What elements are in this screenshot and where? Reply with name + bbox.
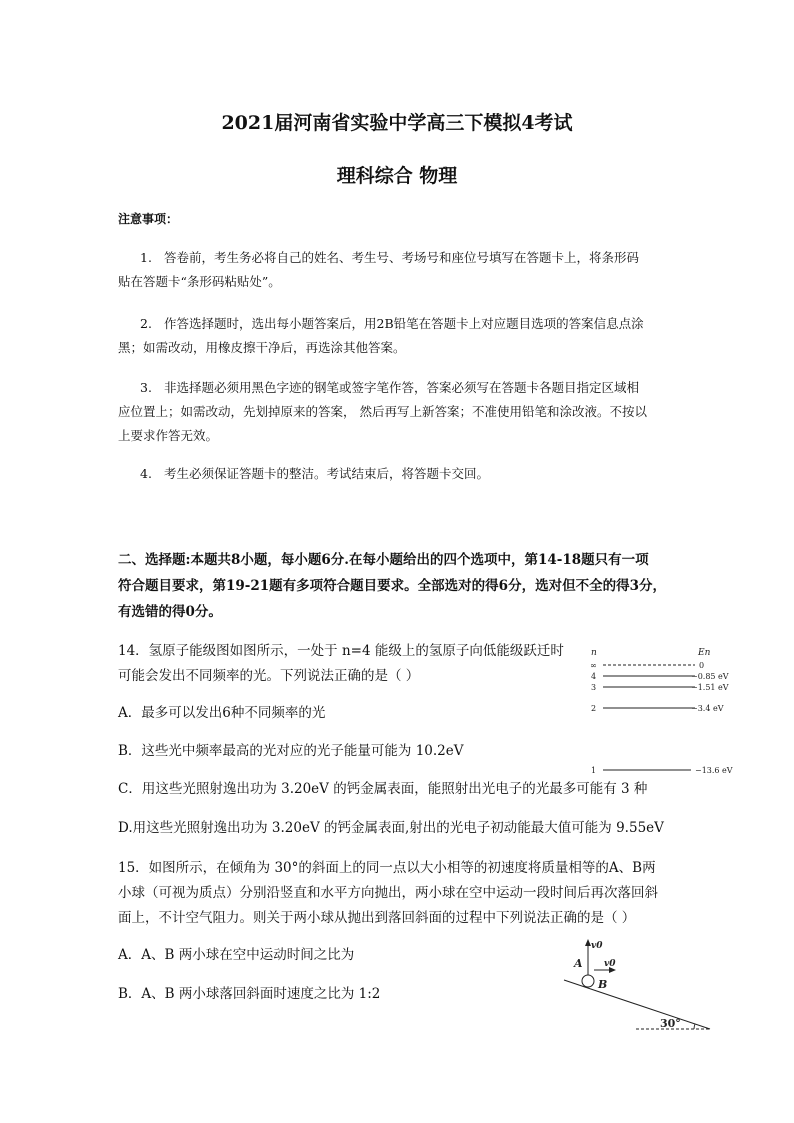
level-4-n: 4 <box>591 672 597 681</box>
level-inf-energy: 0 <box>699 661 705 670</box>
section-heading-line1: 二、选择题:本题共8小题，每小题6分.在每小题给出的四个选项中，第14-18题只有一项 <box>118 552 649 568</box>
level-2-n: 2 <box>591 704 597 713</box>
q15-stem-line1: 15．如图所示，在倾角为 30°的斜面上的同一点以大小相等的初速度将质量相等的A、B两 <box>118 860 656 876</box>
energy-level-diagram <box>585 644 745 779</box>
exam-subtitle: 理科综合 物理 <box>336 165 458 187</box>
exam-title: 2021届河南省实验中学高三下模拟4考试 <box>221 112 573 134</box>
notice-3-line3: 上要求作答无效。 <box>118 428 219 443</box>
q14-option-a: A．最多可以发出6种不同频率的光 <box>118 705 326 721</box>
label-b: B <box>598 978 608 991</box>
notice-2-num: 2. <box>140 316 152 331</box>
notice-2-line1: 作答选择题时，选出每小题答案后，用2B铅笔在答题卡上对应题目选项的答案信息点涂 <box>164 316 644 331</box>
section-heading-line3: 有选错的得0分。 <box>118 604 222 620</box>
level-1-energy: −13.6 eV <box>695 766 733 775</box>
q15-option-a: A．A、B 两小球在空中运动时间之比为 <box>118 947 355 963</box>
q14-option-b: B．这些光中频率最高的光对应的光子能量可能为 10.2eV <box>118 743 464 759</box>
section-heading-line2: 符合题目要求，第19-21题有多项符合题目要求。全部选对的得6分，选对但不全的得3分， <box>118 578 666 594</box>
incline-surface <box>564 980 710 1029</box>
angle-label: 30° <box>660 1017 681 1030</box>
notice-4-line1: 考生必须保证答题卡的整洁。考试结束后，将答题卡交回。 <box>164 466 490 481</box>
level-4-energy: −0.85 eV <box>691 672 729 681</box>
angle-arc <box>694 1024 695 1029</box>
notice-3-line2: 应位置上；如需改动，先划掉原来的答案， 然后再写上新答案；不准使用铅笔和涂改液。不按以 <box>118 404 647 419</box>
q14-option-d: D.用这些光照射逸出功为 3.20eV 的钙金属表面,射出的光电子初动能最大值可能为 9.55eV <box>118 820 664 836</box>
notice-2-line2: 黑；如需改动，用橡皮擦干净后，再选涂其他答案。 <box>118 340 406 355</box>
level-3-n: 3 <box>591 683 597 692</box>
level-2-energy: −3.4 eV <box>691 704 724 713</box>
ball-icon <box>582 975 594 987</box>
notice-1-line1: 答卷前，考生务必将自己的姓名、考生号、考场号和座位号填写在答题卡上，将条形码 <box>164 250 640 265</box>
level-3-energy: −1.51 eV <box>691 683 729 692</box>
incline-diagram <box>558 936 718 1036</box>
notice-1-line2: 贴在答题卡“条形码粘贴处”。 <box>118 274 281 289</box>
q15-option-b: B．A、B 两小球落回斜面时速度之比为 1:2 <box>118 986 381 1002</box>
diagram-n-label: n <box>591 648 597 658</box>
level-1-n: 1 <box>591 766 597 775</box>
horizontal-velocity-label: v0 <box>604 959 616 969</box>
q14-stem-line1: 14．氢原子能级图如图所示，一处于 n=4 能级上的氢原子向低能级跃迁时 <box>118 643 564 659</box>
q14-stem-line2: 可能会发出不同频率的光。下列说法正确的是（ ） <box>118 668 420 684</box>
notice-4-num: 4. <box>140 466 152 481</box>
q14-option-c: C．用这些光照射逸出功为 3.20eV 的钙金属表面，能照射出光电子的光最多可能有 3 种 <box>118 781 648 797</box>
notice-heading: 注意事项： <box>118 212 179 226</box>
notice-3-num: 3. <box>140 380 152 395</box>
label-a: A <box>574 957 583 970</box>
vertical-velocity-label: v0 <box>591 941 603 951</box>
level-inf-n: ∞ <box>590 661 597 670</box>
q15-stem-line3: 面上，不计空气阻力。则关于两小球从抛出到落回斜面的过程中下列说法正确的是（ ） <box>118 910 636 926</box>
notice-1-num: 1. <box>140 250 152 265</box>
notice-3-line1: 非选择题必须用黑色字迹的钢笔或签字笔作答，答案必须写在答题卡各题目指定区域相 <box>164 380 640 395</box>
diagram-e-label: En <box>698 648 711 658</box>
q15-stem-line2: 小球（可视为质点）分别沿竖直和水平方向抛出，两小球在空中运动一段时间后再次落回斜 <box>118 885 658 901</box>
